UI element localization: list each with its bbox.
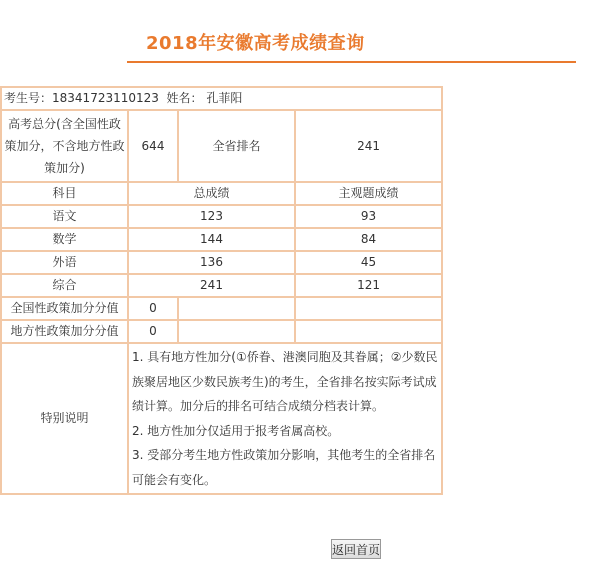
candidate-name-value: 孔菲阳 [206, 91, 243, 105]
note-item: 3. 受部分考生地方性政策加分影响，其他考生的全省排名可能会有变化。 [132, 448, 436, 487]
subject-total: 241 [128, 274, 295, 297]
table-row [1, 274, 442, 297]
table-row [1, 228, 442, 251]
note-item: 1. 具有地方性加分(①侨眷、港澳同胞及其眷属；②少数民族聚居地区少数民族考生)的考生，全省排名按实际考试成绩计算。加分后的排名可结合成绩分档表计算。 [132, 350, 438, 413]
subject-name: 外语 [1, 251, 128, 274]
return-home-button[interactable]: 返回首页 [331, 539, 381, 559]
table-row [1, 205, 442, 228]
subject-total: 136 [128, 251, 295, 274]
total-score-value: 644 [128, 110, 178, 182]
local-bonus-row [1, 320, 442, 343]
column-header-subject: 科目 [1, 182, 128, 205]
candidate-name-label: 姓名： [166, 91, 203, 105]
note-item: 2. 地方性加分仅适用于报考省属高校。 [132, 423, 340, 438]
score-table [0, 86, 443, 495]
candidate-info [1, 87, 442, 110]
subject-name: 综合 [1, 274, 128, 297]
subject-subjective: 45 [295, 251, 442, 274]
notes-row [1, 343, 442, 494]
empty-cell [295, 297, 442, 320]
total-score-label: 高考总分(含全国性政策加分，不含地方性政策加分) [1, 110, 128, 182]
subject-name: 数学 [1, 228, 128, 251]
column-header-row [1, 182, 442, 205]
table-row [1, 251, 442, 274]
column-header-subjective: 主观题成绩 [295, 182, 442, 205]
summary-row [1, 110, 442, 182]
national-bonus-row [1, 297, 442, 320]
province-rank-label: 全省排名 [178, 110, 295, 182]
subject-total: 144 [128, 228, 295, 251]
subject-subjective: 93 [295, 205, 442, 228]
empty-cell [295, 320, 442, 343]
empty-cell [178, 297, 295, 320]
notes-content [128, 343, 442, 494]
title-divider [127, 61, 576, 63]
page-title: 2018年安徽高考成绩查询 [146, 33, 365, 54]
province-rank-value: 241 [295, 110, 442, 182]
local-bonus-label: 地方性政策加分分值 [1, 320, 128, 343]
subject-total: 123 [128, 205, 295, 228]
national-bonus-label: 全国性政策加分分值 [1, 297, 128, 320]
subject-name: 语文 [1, 205, 128, 228]
local-bonus-value: 0 [128, 320, 178, 343]
notes-label: 特别说明 [1, 343, 128, 494]
empty-cell [178, 320, 295, 343]
column-header-total: 总成绩 [128, 182, 295, 205]
candidate-id-value: 18341723110123 [52, 91, 159, 105]
subject-subjective: 121 [295, 274, 442, 297]
candidate-row [1, 87, 442, 110]
candidate-id-label: 考生号： [4, 91, 53, 105]
national-bonus-value: 0 [128, 297, 178, 320]
subject-subjective: 84 [295, 228, 442, 251]
